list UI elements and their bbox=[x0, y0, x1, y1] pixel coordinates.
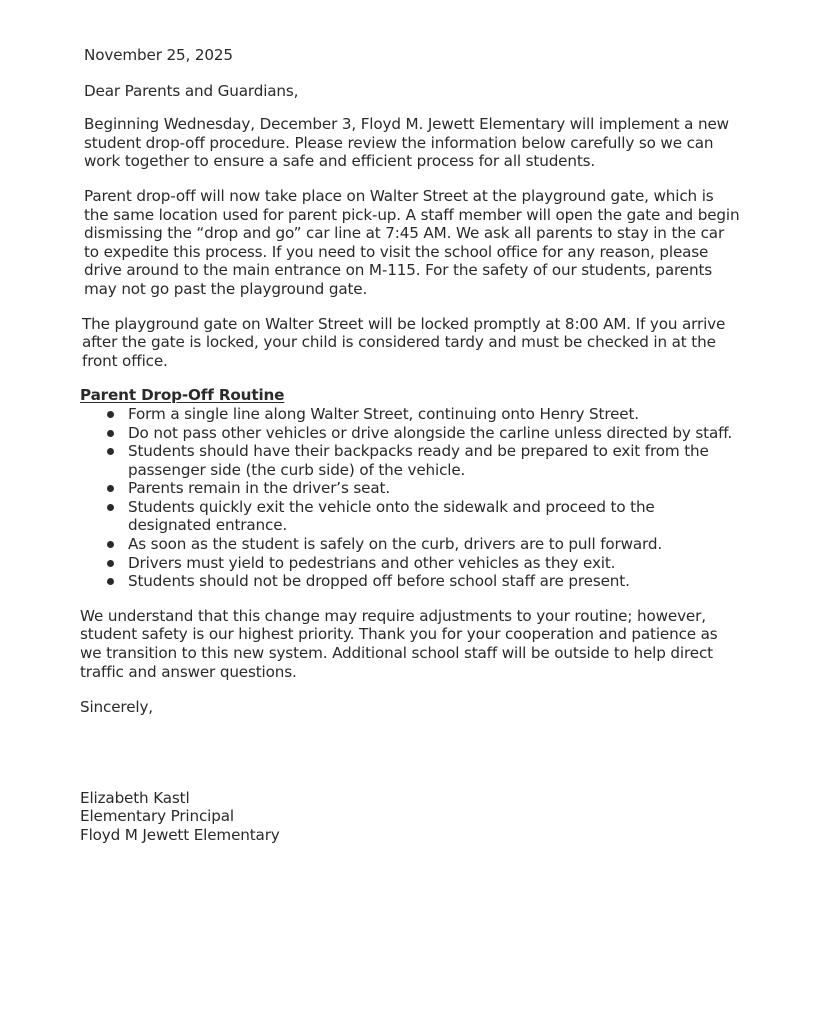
list-item-text: Drivers must yield to pedestrians and other vehicles as they exit. bbox=[128, 553, 616, 572]
list-item bbox=[128, 535, 740, 554]
intro-paragraph: Beginning Wednesday, December 3, Floyd M. Jewett Elementary will implement a new student drop-off procedure. Please review the information below carefully so we can work together to ensure a safe and efficient process for all students. bbox=[84, 115, 729, 171]
list-item-text: Do not pass other vehicles or drive alongside the carline unless directed by staff. bbox=[128, 423, 733, 442]
list-item-text: Parents remain in the driver’s seat. bbox=[128, 479, 391, 498]
bullet-icon bbox=[107, 560, 114, 567]
bullet-icon bbox=[107, 485, 114, 492]
salutation: Dear Parents and Guardians, bbox=[84, 81, 299, 100]
routine-heading: Parent Drop-Off Routine bbox=[80, 386, 285, 405]
routine-list bbox=[80, 405, 740, 591]
signoff: Sincerely, bbox=[80, 698, 153, 717]
bullet-icon bbox=[107, 578, 114, 585]
list-item-text: Students should have their backpacks ready and be prepared to exit from the passenger side (the curb side) of the vehicle. bbox=[128, 442, 709, 479]
list-item-text: Students quickly exit the vehicle onto the sidewalk and proceed to the designated entrance. bbox=[128, 497, 655, 535]
bullet-icon bbox=[107, 411, 114, 418]
list-item bbox=[128, 424, 740, 443]
list-item-text: As soon as the student is safely on the curb, drivers are to pull forward. bbox=[128, 535, 663, 554]
closing-paragraph: We understand that this change may require adjustments to your routine; however, student safety is our highest priority. Thank you for your cooperation and patience as we transition to this new system. Additional school staff will be outside to help direct traffic and answer questions. bbox=[80, 606, 718, 681]
list-item-text: Students should not be dropped off before school staff are present. bbox=[128, 572, 630, 591]
list-item bbox=[128, 554, 740, 573]
letter-body bbox=[80, 46, 740, 845]
list-item bbox=[128, 405, 740, 424]
signer-school: Floyd M Jewett Elementary bbox=[80, 826, 280, 844]
signer-name: Elizabeth Kastl bbox=[80, 788, 190, 807]
bullet-icon bbox=[107, 504, 114, 511]
list-item bbox=[128, 572, 740, 591]
bullet-icon bbox=[107, 430, 114, 437]
list-item-text: Form a single line along Walter Street, continuing onto Henry Street. bbox=[128, 404, 639, 423]
list-item bbox=[128, 479, 740, 498]
signature-block bbox=[80, 789, 740, 845]
signer-title: Elementary Principal bbox=[80, 807, 234, 826]
letter-date: November 25, 2025 bbox=[84, 46, 233, 64]
list-item bbox=[128, 498, 740, 535]
bullet-icon bbox=[107, 541, 114, 548]
list-item bbox=[128, 442, 740, 479]
bullet-icon bbox=[107, 448, 114, 455]
gate-lock-paragraph: The playground gate on Walter Street will be locked promptly at 8:00 AM. If you arrive after the gate is locked, your child is considered tardy and must be checked in at the front office. bbox=[82, 314, 726, 370]
dropoff-location-paragraph: Parent drop-off will now take place on Walter Street at the playground gate, which is the same location used for parent pick-up. A staff member will open the gate and begin dismissing the “drop and go” car line at 7:45 AM. We ask all parents to stay in the car to expedite this process. If you need to visit the school office for any reason, please drive around to the main entrance on M-115. For the safety of our students, parents may not go past the playground gate. bbox=[84, 186, 740, 298]
